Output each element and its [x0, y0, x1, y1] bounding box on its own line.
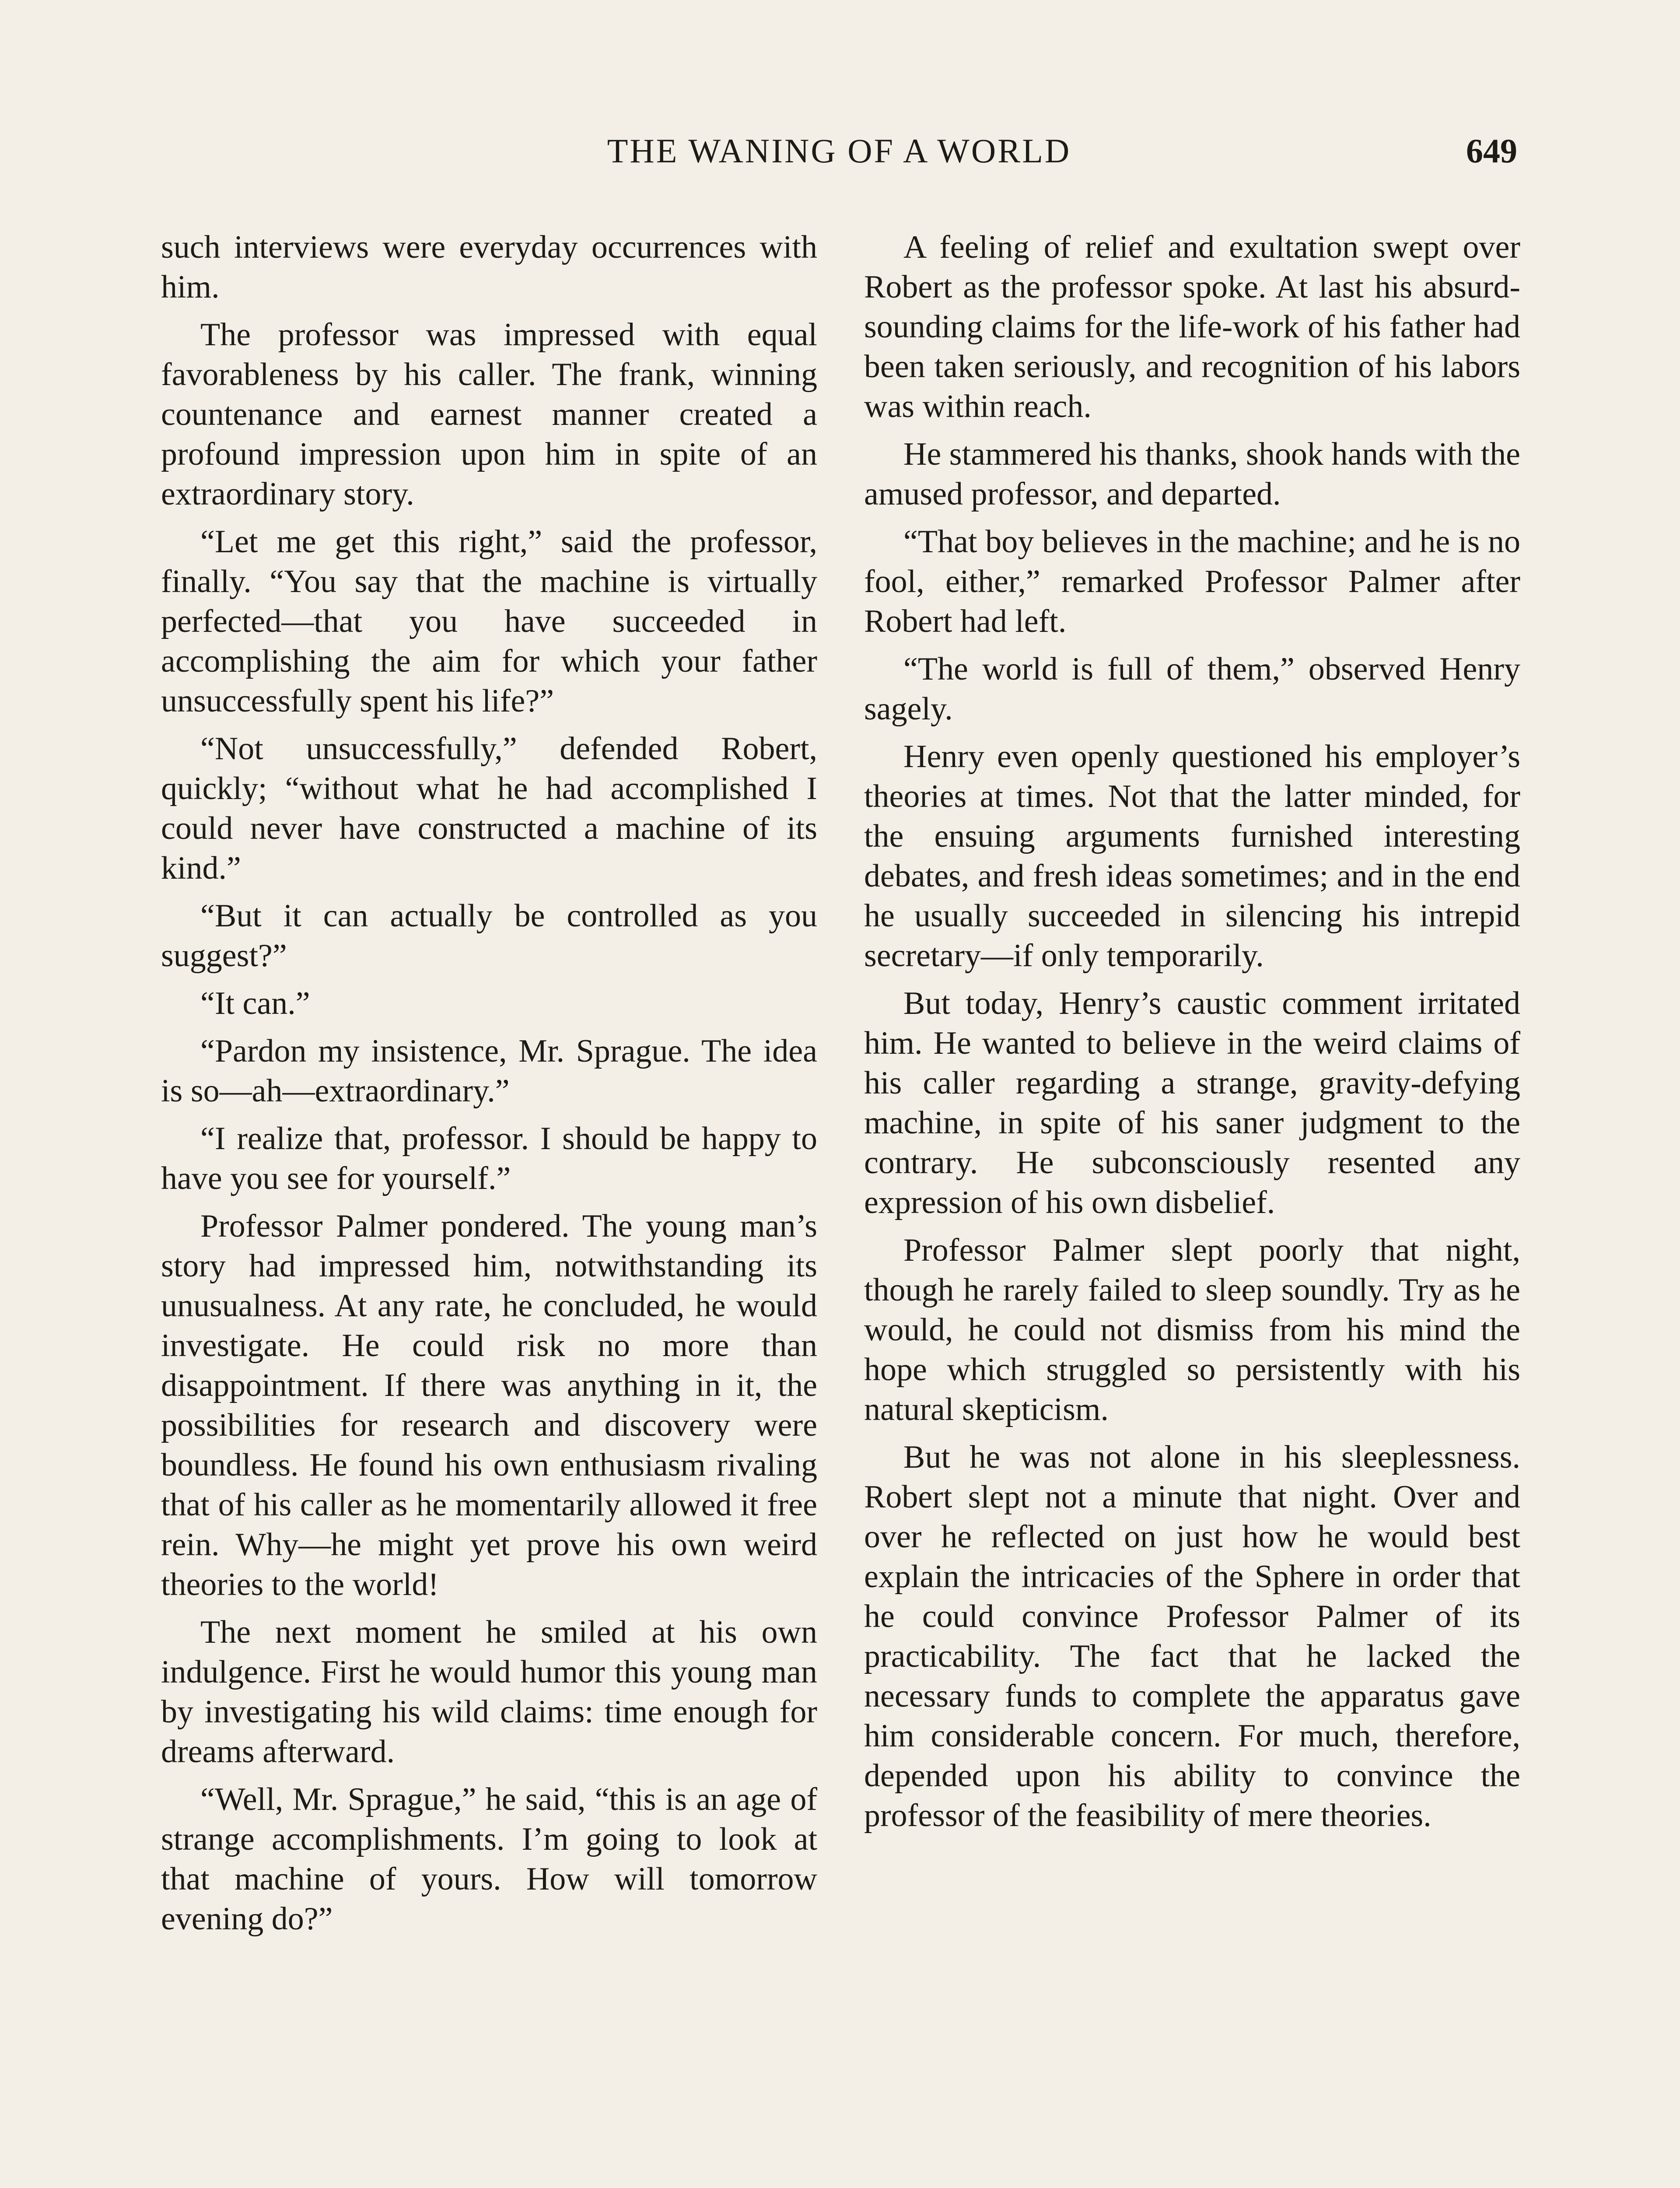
paragraph: Professor Palmer pondered. The young man’s story had impressed him, notwithstanding its unusualness. At any rate, he concluded, he would investigate. He could risk no more than disappointment. If there was anything in it, the possibilities for research and discovery were boundless. He found his own enthusiasm rivaling that of his caller as he momentarily allowed it free rein. Why—he might yet prove his own weird theories to the world! [161, 1208, 817, 1602]
left-column [161, 228, 817, 1947]
running-title: THE WANING OF A WORLD [607, 132, 1071, 170]
paragraph: He stammered his thanks, shook hands with the amused professor, and departed. [864, 436, 1520, 512]
paragraph: “Let me get this right,” said the professor, finally. “You say that the machine is virtually perfected—that you have succeeded in accomplishing the aim for which your father unsuccessfully spent his life?” [161, 524, 817, 719]
paragraph: Professor Palmer slept poorly that night, though he rarely failed to sleep soundly. Try as he would, he could not dismiss from his mind the hope which struggled so persistently with his natural skepticism. [864, 1232, 1520, 1427]
paragraph: “Well, Mr. Sprague,” he said, “this is an age of strange accomplishments. I’m going to look at that machine of yours. How will tomorrow evening do?” [161, 1781, 817, 1937]
paragraph: A feeling of relief and exultation swept over Robert as the professor spoke. At last his absurd-sounding claims for the life-work of his father had been taken seriously, and recognition of his labors was within reach. [864, 229, 1520, 424]
paragraph: But he was not alone in his sleeplessness. Robert slept not a minute that night. Over and over he reflected on just how he would best explain the intricacies of the Sphere in order that he could convince Professor Palmer of its practicability. The fact that he lacked the necessary funds to complete the apparatus gave him considerable concern. For much, therefore, depended upon his ability to convince the professor of the feasibility of mere theories. [864, 1439, 1520, 1834]
page-number: 649 [1466, 132, 1517, 170]
paragraph: “Not unsuccessfully,” defended Robert, quickly; “without what he had accomplished I could never have constructed a machine of its kind.” [161, 731, 817, 886]
paragraph: Henry even openly questioned his employer’s theories at times. Not that the latter minded, for the ensuing arguments furnished interesting debates, and fresh ideas sometimes; and in the end he usually succeeded in silencing his intrepid secretary—if only temporarily. [864, 739, 1520, 974]
paragraph: But today, Henry’s caustic comment irritated him. He wanted to believe in the weird claims of his caller regarding a strange, gravity-defying machine, in spite of his saner judgment to the contrary. He subconsciously resented any expression of his own disbelief. [864, 985, 1520, 1220]
paragraph: “But it can actually be controlled as you suggest?” [161, 898, 817, 974]
paragraph: The next moment he smiled at his own indulgence. First he would humor this young man by investigating his wild claims: time enough for dreams afterward. [161, 1614, 817, 1770]
paragraph: The professor was impressed with equal favorableness by his caller. The frank, winning countenance and earnest manner created a profound impression upon him in spite of an extraordinary story. [161, 317, 817, 512]
running-head [161, 131, 1517, 184]
paragraph: “I realize that, professor. I should be happy to have you see for yourself.” [161, 1121, 817, 1196]
paragraph: “That boy believes in the machine; and he is no fool, either,” remarked Professor Palmer after Robert had left. [864, 524, 1520, 639]
paragraph: “The world is full of them,” observed Henry sagely. [864, 651, 1520, 727]
paragraph: “It can.” [200, 985, 310, 1021]
paragraph: “Pardon my insistence, Mr. Sprague. The idea is so—ah—extraordinary.” [161, 1033, 817, 1109]
right-column [864, 228, 1520, 1844]
paragraph: such interviews were everyday occurrences with him. [161, 229, 817, 305]
